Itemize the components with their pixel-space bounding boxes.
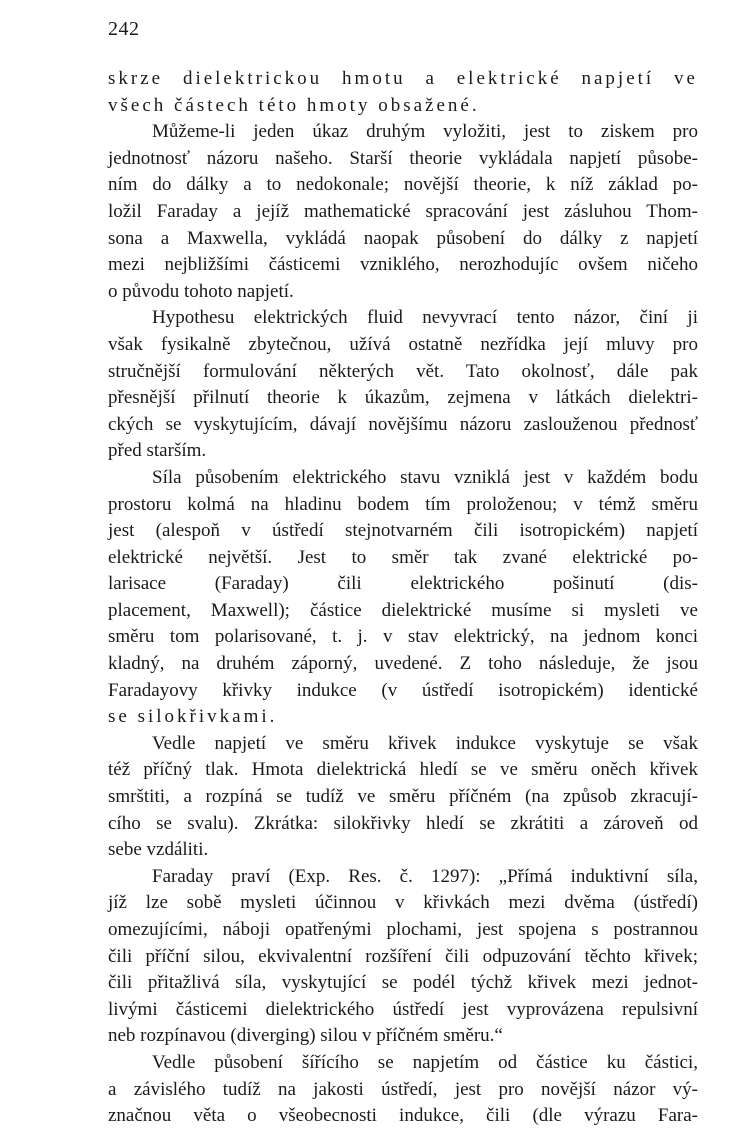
text-line: stručnější formulování některých vět. Tato okolnosť, dále pak [108,360,698,382]
body-text [108,66,698,1130]
text-line: Vedle napjetí ve směru křivek indukce vyskytuje se však [152,732,698,754]
text-line: všech částech této hmoty obsažené. [108,94,480,116]
text-line: ckých se vyskytujícím, dávají novějšímu názoru zaslouženou přednosť [108,413,698,435]
text-line: však fysikalně zbytečnou, užívá ostatně nezřídka její mluvy pro [108,333,698,355]
text-line: směru tom polarisované, t. j. v stav elektrický, na jednom konci [108,626,698,648]
text-line: cího se svalu). Zkrátka: silokřivky hledí se zkrátiti a zároveň od [108,812,698,834]
text-line: Síla působením elektrického stavu vzniklá jest v každém bodu [152,466,698,488]
text-line: smrštiti, a rozpíná se tudíž ve směru příčném (na způsob zkracují- [108,786,698,808]
text-line: značnou věta o všeobecnosti indukce, čili (dle výrazu Fara- [108,1105,698,1127]
text-line: Faraday praví (Exp. Res. č. 1297): „Přímá induktivní síla, [152,865,698,887]
text-line: jednotnosť názoru našeho. Starší theorie vykládala napjetí působe- [108,147,698,169]
text-line: livými částicemi dielektrického ústředí jest vyprovázena repulsivní [108,998,698,1020]
text-line: neb rozpínavou (diverging) silou v příčném směru.“ [108,1025,503,1047]
text-line: skrze dielektrickou hmotu a elektrické napjetí ve [108,68,698,89]
text-line: se silokřivkami. [108,706,278,728]
text-line: placement, Maxwell); částice dielektrické musíme si mysleti ve [108,599,698,621]
text-line: též příčný tlak. Hmota dielektrická hledí se ve směru oněch křivek [108,759,698,781]
text-line: sebe vzdáliti. [108,839,209,861]
text-line: čili přitažlivá síla, vyskytující se podél týchž křivek mezi jednot- [108,972,698,994]
text-line: a závislého tudíž na jakosti ústředí, jest pro novější názor vý- [108,1078,698,1100]
page-number: 242 [108,18,140,40]
text-line: elektrické největší. Jest to směr tak zvané elektrické po- [108,546,698,568]
text-line: kladný, na druhém záporný, uvedené. Z toho následuje, že jsou [108,653,698,675]
text-line: ním do dálky a to nedokonale; novější theorie, k níž základ po- [108,174,698,196]
text-line: prostoru kolmá na hladinu bodem tím proloženou; v témž směru [108,493,698,515]
text-line: Faradayovy křivky indukce (v ústředí isotropickém) identické [108,679,698,701]
text-line: sona a Maxwella, vykládá naopak působení do dálky z napjetí [108,227,698,249]
text-line: o původu tohoto napjetí. [108,280,294,302]
text-line: mezi nejbližšími částicemi vzniklého, nerozhodujíc ovšem ničeho [108,254,698,276]
text-line: Můžeme-li jeden úkaz druhým vyložiti, jest to ziskem pro [152,121,698,143]
text-line: Vedle působení šířícího se napjetím od částice ku částici, [152,1051,698,1073]
text-line: jíž lze sobě mysleti účinnou v křivkách mezi dvěma (ústředí) [108,892,698,914]
text-line: čili příční silou, ekvivalentní rozšíření čili odpuzování těchto křivek; [108,945,698,967]
text-line: přesnější přilnutí theorie k úkazům, zejmena v látkách dielektri- [108,387,698,409]
text-line: před starším. [108,440,207,462]
text-line: Hypothesu elektrických fluid nevyvrací tento názor, činí ji [152,307,698,329]
text-line: jest (alespoň v ústředí stejnotvarném čili isotropickém) napjetí [108,520,698,542]
text-line: larisace (Faraday) čili elektrického pošinutí (dis- [108,573,698,595]
text-line: omezujícími, náboji opatřenými plochami, jest spojena s postrannou [108,919,698,940]
text-line: ložil Faraday a jejíž mathematické spracování jest zásluhou Thom- [108,200,698,222]
